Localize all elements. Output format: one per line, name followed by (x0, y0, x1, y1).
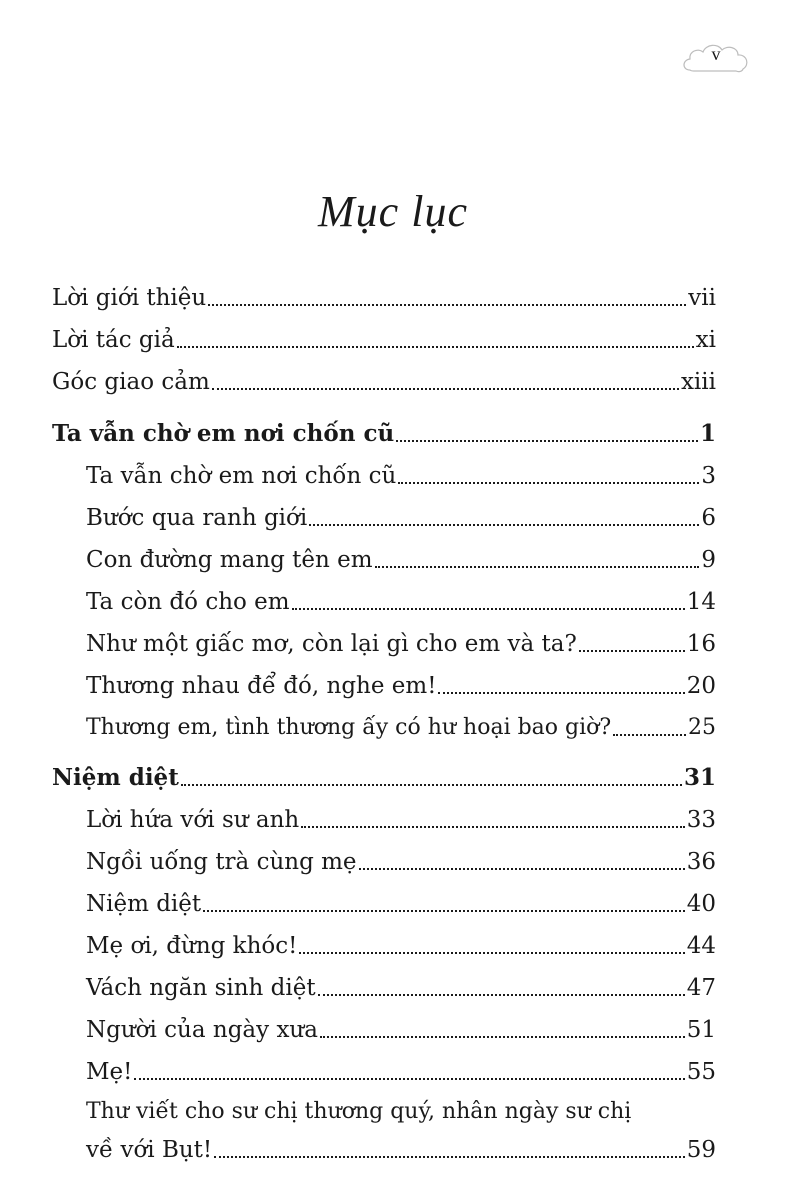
toc-entry-label: Góc giao cảm (52, 369, 210, 395)
toc-entry-label: Niệm diệt (86, 891, 202, 917)
toc-entry-label: Người của ngày xưa (86, 1017, 318, 1043)
toc-entry-page: 1 (699, 420, 716, 447)
toc-entry-page: 33 (686, 807, 716, 833)
toc-entry (86, 889, 716, 919)
leader-dots (177, 344, 694, 348)
leader-dots (299, 950, 684, 954)
toc-entry (86, 587, 716, 617)
toc-entry (86, 1135, 716, 1165)
page-number-badge (680, 38, 752, 78)
toc-entry (52, 367, 716, 397)
toc-entry (86, 461, 716, 491)
toc-entry-label: Mẹ! (86, 1059, 133, 1085)
toc-entry (86, 503, 716, 533)
toc-entry (86, 629, 716, 659)
toc-entry-label: Ta vẫn chờ em nơi chốn cũ (52, 420, 395, 447)
toc-entry-label: Vách ngăn sinh diệt (86, 975, 316, 1001)
toc-entry-label: Lời giới thiệu (52, 285, 207, 311)
toc-entry-page: 47 (686, 975, 716, 1001)
toc-entry-page: vii (688, 285, 716, 311)
toc-entry-label: Con đường mang tên em (86, 547, 373, 573)
leader-dots (318, 992, 685, 996)
toc-entry-page: 6 (701, 505, 716, 531)
leader-dots (320, 1034, 685, 1038)
toc-entry-page: 3 (701, 463, 716, 489)
toc-entry-label: Ta vẫn chờ em nơi chốn cũ (86, 463, 397, 489)
leader-dots (301, 824, 685, 828)
toc-section-heading (52, 763, 716, 793)
toc-entry-label: Thương em, tình thương ấy có hư hoại bao giờ? (86, 715, 612, 740)
toc-entry-label: Lời hứa với sư anh (86, 807, 300, 833)
toc-entry (86, 847, 716, 877)
toc-entry-label: Ta còn đó cho em (86, 589, 290, 615)
leader-dots (375, 564, 700, 568)
toc-entry-page: 59 (686, 1137, 716, 1163)
leader-dots (579, 648, 685, 652)
toc-entry-page: 16 (686, 631, 716, 657)
toc-entry (86, 545, 716, 575)
toc-entry-page: xiii (680, 369, 716, 395)
page-title: Mục lục (318, 187, 468, 236)
toc-entry (52, 325, 716, 355)
toc-entry (86, 671, 716, 701)
toc-entry-page: 55 (686, 1059, 716, 1085)
toc-entry-page: 40 (686, 891, 716, 917)
toc-entry-label: Như một giấc mơ, còn lại gì cho em và ta? (86, 631, 577, 657)
toc-entry-page: 20 (686, 673, 716, 699)
leader-dots (214, 1154, 685, 1158)
leader-dots (398, 480, 699, 484)
toc-entry (86, 973, 716, 1003)
leader-dots (181, 782, 682, 786)
toc-entry-page: xi (695, 327, 716, 353)
leader-dots (212, 386, 679, 390)
toc-section-heading (52, 419, 716, 449)
leader-dots (396, 438, 698, 442)
toc-entry-page: 51 (686, 1017, 716, 1043)
toc-entry-label: Niệm diệt (52, 764, 179, 791)
leader-dots (309, 522, 699, 526)
leader-dots (134, 1076, 684, 1080)
toc-entry-label: Bước qua ranh giới (86, 505, 308, 531)
toc-entry-label: Mẹ ơi, đừng khóc! (86, 933, 298, 959)
toc-entry-page: 25 (688, 715, 716, 740)
toc-entry-page: 36 (686, 849, 716, 875)
toc-entry-label: Thương nhau để đó, nghe em! (86, 673, 437, 699)
leader-dots (208, 302, 686, 306)
toc-entry-label: về với Bụt! (86, 1137, 213, 1163)
toc-entry-page: 9 (701, 547, 716, 573)
leader-dots (292, 606, 685, 610)
toc-entry (86, 805, 716, 835)
toc-entry-label: Lời tác giả (52, 327, 175, 353)
leader-dots (438, 690, 684, 694)
toc-entry-label-line1: Thư viết cho sư chị thương quý, nhân ngày sư chị (86, 1099, 632, 1124)
toc-entry-page: 31 (683, 764, 716, 791)
toc-entry (86, 1015, 716, 1045)
leader-dots (613, 732, 686, 736)
toc-entry (52, 283, 716, 313)
toc-entry-page: 14 (686, 589, 716, 615)
toc-entry (86, 1057, 716, 1087)
toc-entry-page: 44 (686, 933, 716, 959)
toc-entry (86, 713, 716, 743)
toc-entry (86, 931, 716, 961)
page-number: v (711, 44, 721, 64)
leader-dots (359, 866, 685, 870)
leader-dots (203, 908, 685, 912)
toc-entry-label: Ngồi uống trà cùng mẹ (86, 849, 357, 875)
